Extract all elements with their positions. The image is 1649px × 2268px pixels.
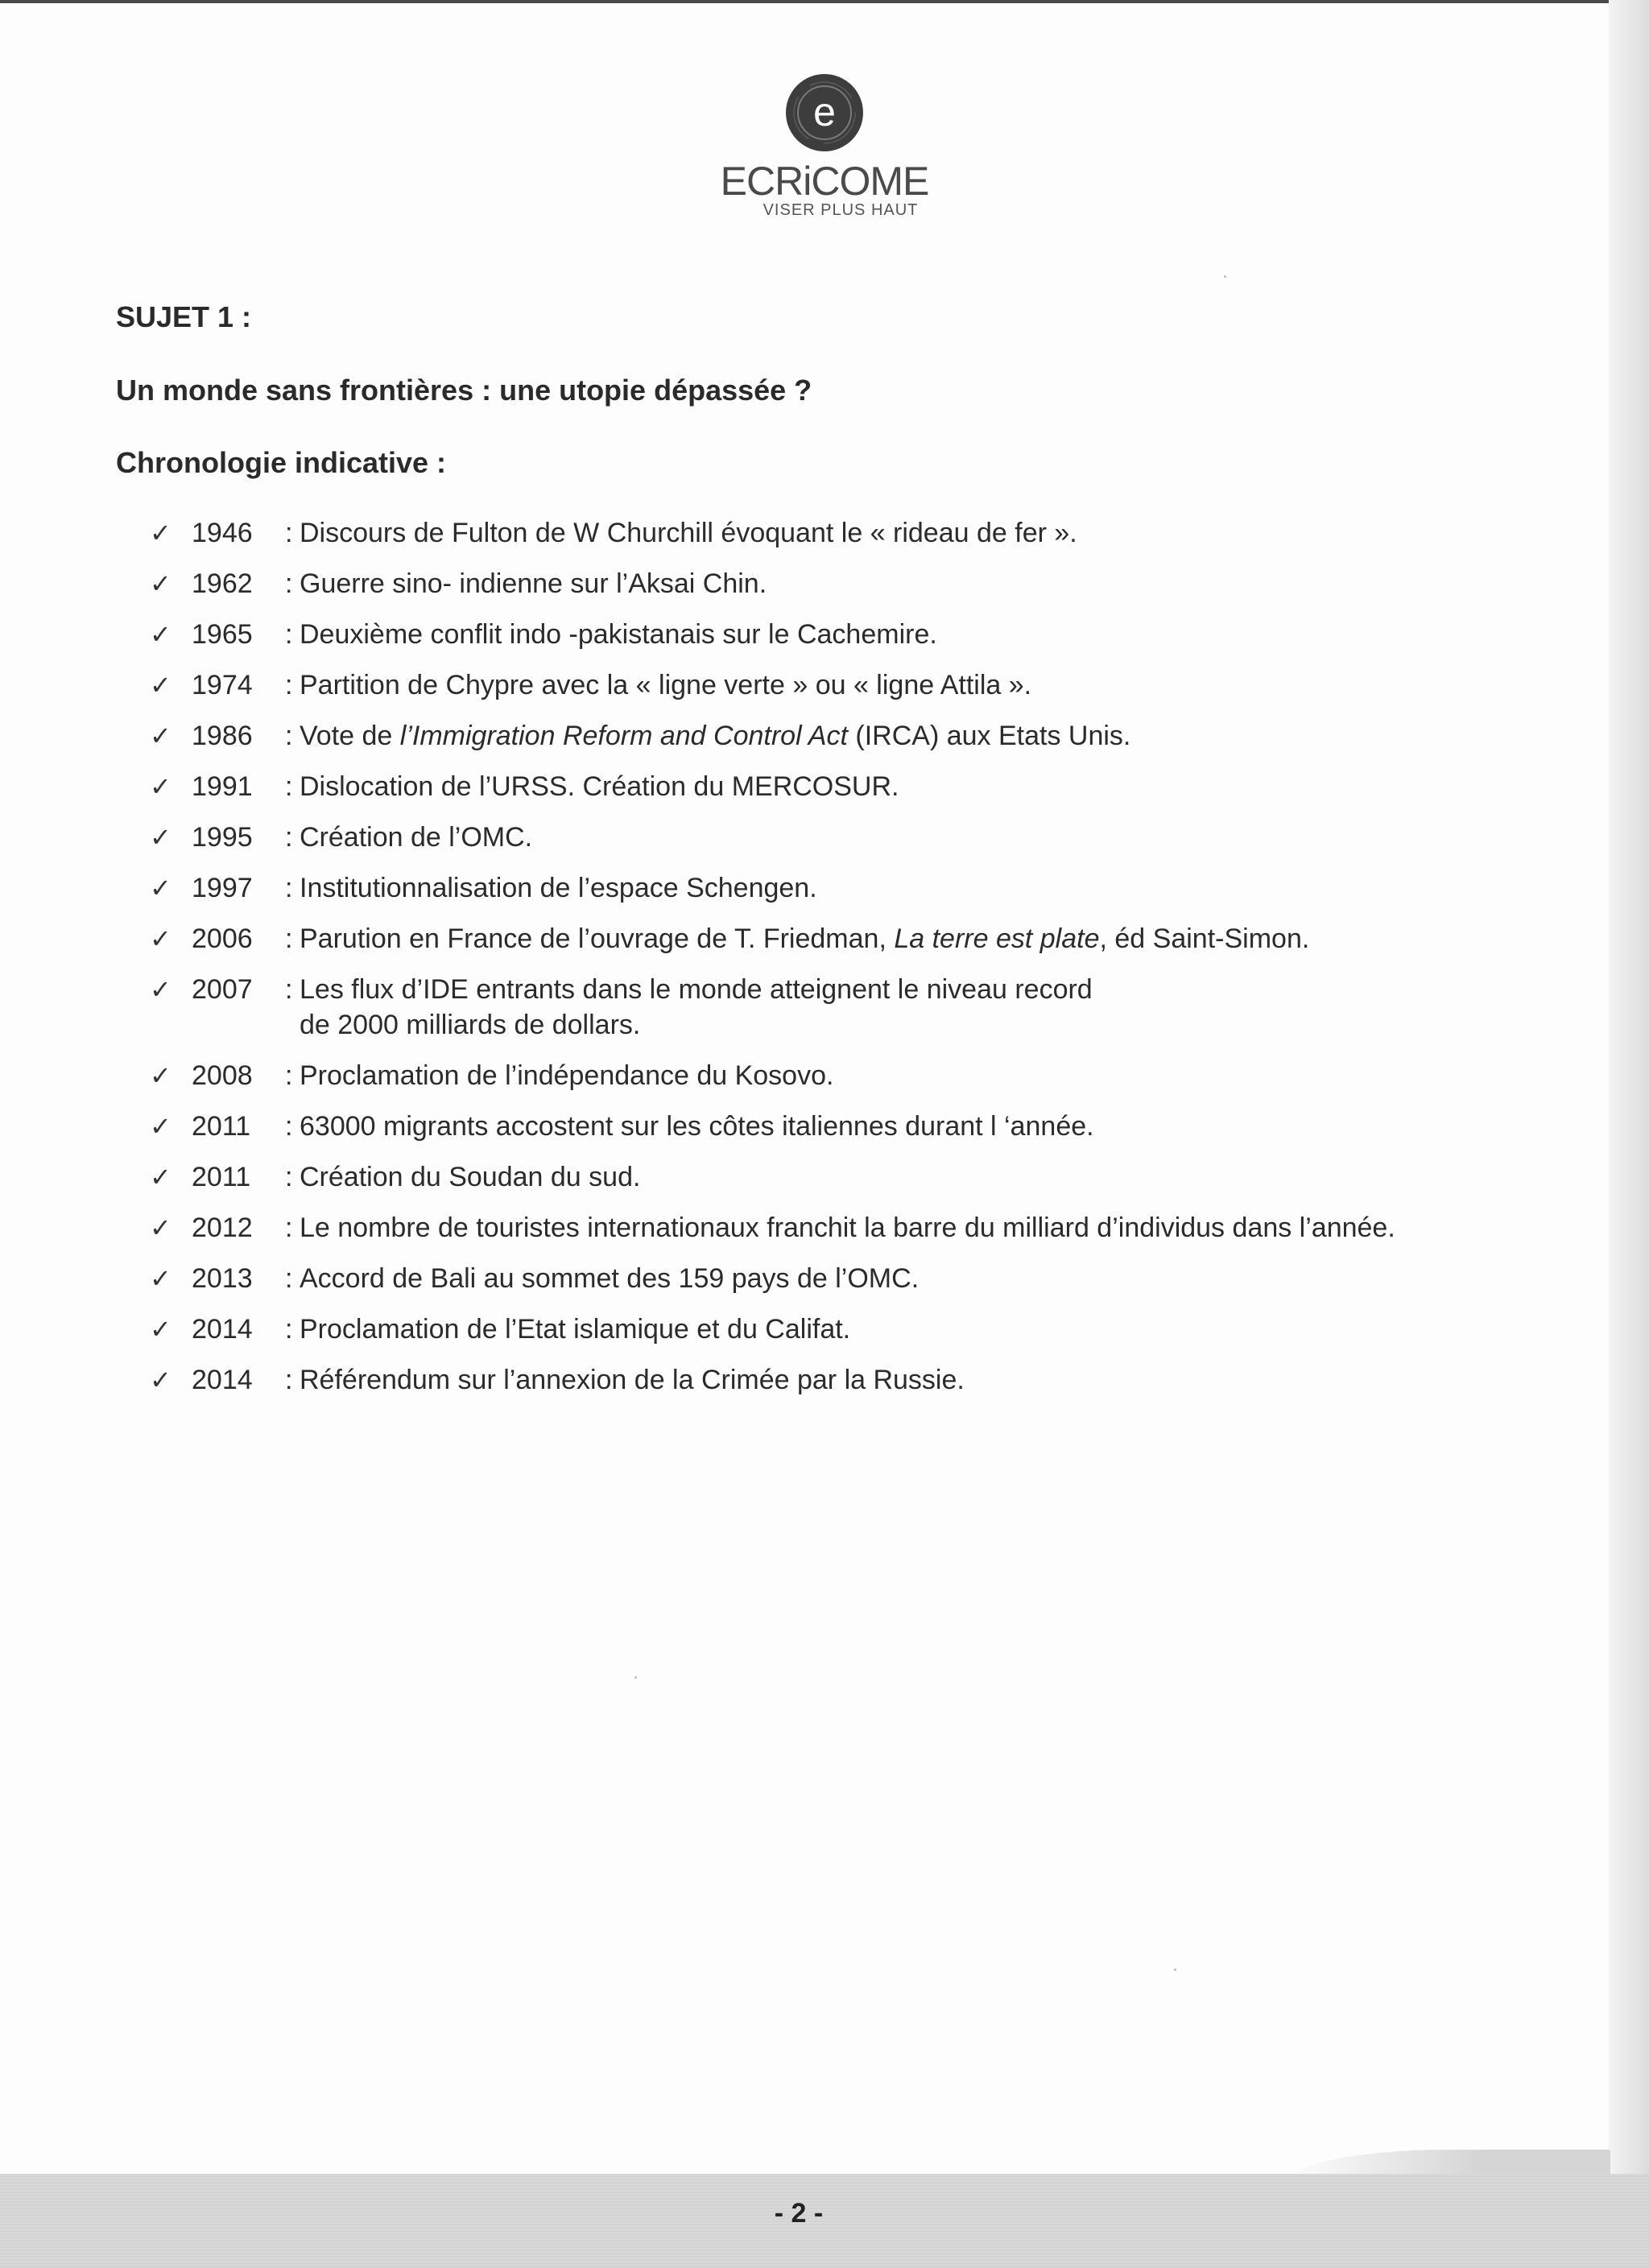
- theme-heading: Un monde sans frontières : une utopie dépassée ?: [116, 374, 812, 407]
- event-colon: :: [285, 923, 293, 954]
- event-year: 2011: [192, 1111, 251, 1142]
- logo-e-glyph: [786, 74, 863, 151]
- event-year: 1991: [192, 771, 253, 802]
- event-description: [300, 718, 1519, 754]
- event-year: 2012: [192, 1212, 253, 1243]
- chronology-item: [150, 921, 1519, 956]
- chronology-item: [150, 617, 1519, 652]
- event-text-before: Vote de: [300, 721, 400, 751]
- chronology-item: [150, 1109, 1519, 1144]
- event-year: 1995: [192, 822, 253, 853]
- event-description: Dislocation de l’URSS. Création du MERCOSUR.: [300, 771, 899, 802]
- event-description: Création du Soudan du sud.: [300, 1162, 641, 1192]
- event-year: 2007: [192, 974, 253, 1005]
- event-italic-title: l’Immigration Reform and Control Act: [399, 721, 848, 751]
- event-description: Partition de Chypre avec la « ligne verte » ou « ligne Attila ».: [300, 670, 1032, 700]
- sujet-heading: SUJET 1 :: [116, 300, 252, 333]
- event-text-after: , éd Saint-Simon.: [1099, 923, 1310, 954]
- chronology-item: [150, 769, 1519, 804]
- event-colon: :: [285, 1314, 293, 1345]
- event-description: Référendum sur l’annexion de la Crimée par la Russie.: [300, 1365, 965, 1395]
- chronology-heading: Chronologie indicative :: [116, 446, 447, 479]
- event-year: 2014: [192, 1314, 253, 1345]
- checkmark-icon: ✓: [150, 1111, 172, 1142]
- checkmark-icon: ✓: [150, 873, 172, 903]
- checkmark-icon: ✓: [150, 518, 172, 548]
- event-description: 63000 migrants accostent sur les côtes italiennes durant l ‘année.: [300, 1111, 1094, 1142]
- event-year: 2006: [192, 923, 253, 954]
- event-year: 2013: [192, 1263, 253, 1294]
- event-description: Proclamation de l’Etat islamique et du Califat.: [300, 1314, 851, 1345]
- checkmark-icon: ✓: [150, 1365, 172, 1395]
- event-description: Institutionnalisation de l’espace Schengen.: [300, 873, 817, 903]
- event-italic-title: La terre est plate: [894, 923, 1100, 954]
- checkmark-icon: ✓: [150, 1162, 172, 1192]
- checkmark-icon: ✓: [150, 923, 172, 954]
- chronology-item: [150, 1312, 1519, 1347]
- event-description: Création de l’OMC.: [300, 822, 533, 853]
- chronology-item: [150, 870, 1519, 906]
- event-colon: :: [285, 670, 293, 700]
- scan-top-edge: [0, 0, 1649, 3]
- logo-circle-icon: [786, 74, 863, 151]
- event-colon: :: [285, 619, 293, 650]
- event-year: 1974: [192, 670, 253, 700]
- event-colon: :: [285, 1111, 293, 1142]
- chronology-list: [150, 515, 1519, 1413]
- svg-text:e: e: [813, 89, 836, 134]
- event-description: [300, 921, 1519, 956]
- checkmark-icon: ✓: [150, 822, 172, 853]
- checkmark-icon: ✓: [150, 721, 172, 751]
- event-year: 2011: [192, 1162, 251, 1192]
- event-description: Deuxième conflit indo -pakistanais sur le Cachemire.: [300, 619, 937, 650]
- chronology-item: [150, 1058, 1519, 1093]
- event-text-after: (IRCA) aux Etats Unis.: [847, 721, 1131, 751]
- checkmark-icon: ✓: [150, 670, 172, 700]
- event-colon: :: [285, 1263, 293, 1294]
- chronology-item: [150, 972, 1519, 1043]
- chronology-item: [150, 566, 1519, 601]
- event-year: 1965: [192, 619, 253, 650]
- scan-speck: [1174, 1968, 1176, 1971]
- event-year: 2014: [192, 1365, 253, 1395]
- chronology-item: [150, 1362, 1519, 1398]
- event-colon: :: [285, 1212, 293, 1243]
- event-description: Accord de Bali au sommet des 159 pays de l’OMC.: [300, 1263, 920, 1294]
- event-description: Guerre sino- indienne sur l’Aksai Chin.: [300, 568, 767, 599]
- event-year: 1946: [192, 518, 253, 548]
- checkmark-icon: ✓: [150, 771, 172, 802]
- event-colon: :: [285, 1060, 293, 1091]
- event-description: Les flux d’IDE entrants dans le monde atteignent le niveau record de 2000 milliards de dollars.: [300, 974, 1093, 1040]
- event-colon: :: [285, 518, 293, 548]
- logo-tagline: VISER PLUS HAUT: [763, 201, 919, 219]
- event-colon: :: [285, 974, 293, 1005]
- event-colon: :: [285, 771, 293, 802]
- checkmark-icon: ✓: [150, 1212, 172, 1243]
- ecricome-logo: [720, 74, 929, 220]
- checkmark-icon: ✓: [150, 568, 172, 599]
- chronology-item: [150, 1261, 1519, 1296]
- chronology-item: [150, 667, 1519, 703]
- scan-speck: [634, 1676, 637, 1679]
- scan-speck: [1224, 275, 1226, 278]
- event-colon: :: [285, 1162, 293, 1192]
- event-description: Discours de Fulton de W Churchill évoquant le « rideau de fer ».: [300, 518, 1077, 548]
- event-year: 2008: [192, 1060, 253, 1091]
- checkmark-icon: ✓: [150, 1263, 172, 1294]
- chronology-item: [150, 820, 1519, 855]
- event-text-before: Parution en France de l’ouvrage de T. Friedman,: [300, 923, 895, 954]
- event-colon: :: [285, 568, 293, 599]
- event-colon: :: [285, 873, 293, 903]
- logo-wordmark: ECRiCOME: [720, 159, 929, 204]
- event-colon: :: [285, 721, 293, 751]
- event-colon: :: [285, 822, 293, 853]
- page-number: - 2 -: [774, 2198, 824, 2229]
- chronology-item: [150, 515, 1519, 551]
- checkmark-icon: ✓: [150, 974, 172, 1005]
- event-description: Le nombre de touristes internationaux franchit la barre du milliard d’individus dans l’année.: [300, 1212, 1395, 1243]
- checkmark-icon: ✓: [150, 619, 172, 650]
- chronology-item: [150, 1210, 1519, 1246]
- event-year: 1997: [192, 873, 253, 903]
- chronology-item: [150, 1159, 1519, 1195]
- checkmark-icon: ✓: [150, 1060, 172, 1091]
- event-colon: :: [285, 1365, 293, 1395]
- checkmark-icon: ✓: [150, 1314, 172, 1345]
- chronology-item: [150, 718, 1519, 754]
- event-year: 1986: [192, 721, 253, 751]
- scan-right-edge-shadow: [1609, 0, 1649, 2268]
- event-description: Proclamation de l’indépendance du Kosovo.: [300, 1060, 834, 1091]
- event-year: 1962: [192, 568, 253, 599]
